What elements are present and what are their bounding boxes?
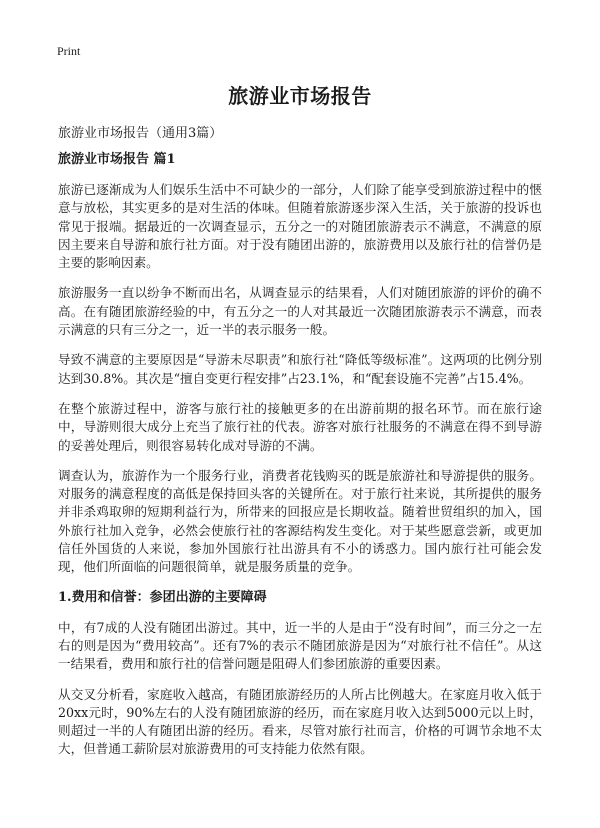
- section-title: 旅游业市场报告 篇1: [58, 152, 176, 167]
- paragraph: 调查认为，旅游作为一个服务行业，消费者花钱购买的既是旅游社和导游提供的服务。对服务的满意程度的高低是保持回头客的关键所在。对于旅行社来说，其所提供的服务并非杀鸡取卵的短期利益行为，所带来的回报应是长期收益。随着世贸组织的加入，国外旅行社加入竞争，必然会使旅行社的客源结构发生变化。对于某些愿意尝新，或更加信任外国货的人来说，参加外国旅行社出游具有不小的诱惑力。国内旅行社可能会发现，他们所面临的问题很简单，就是服务质量的竞争。: [58, 467, 542, 575]
- paragraph: 从交叉分析看，家庭收入越高，有随团旅游经历的人所占比例越大。在家庭月收入低于20xx元时，90%左右的人没有随团旅游的经历，而在家庭月收入达到5000元以上时，则超过一半的人有随团出游的经历。看来，尽管对旅行社而言，价格的可调节余地不太大，但普通工薪阶层对旅游费用的可支持能力依然有限。: [58, 686, 542, 757]
- subheading: 1.费用和信誉：参团出游的主要障碍: [58, 589, 267, 605]
- document-subtitle: 旅游业市场报告（通用3篇）: [58, 126, 223, 141]
- article-body: [58, 151, 542, 771]
- paragraph: 在整个旅游过程中，游客与旅行社的接触更多的在出游前期的报名环节。而在旅行途中，导游则很大成分上充当了旅行社的代表。游客对旅行社服务的不满意在得不到导游的妥善处理后，则很容易转化成对导游的不满。: [58, 400, 542, 453]
- paragraph: 旅游已逐渐成为人们娱乐生活中不可缺少的一部分，人们除了能享受到旅游过程中的惬意与放松，其实更多的是对生活的体味。但随着旅游逐步深入生活，关于旅游的投诉也常见于报端。据最近的一次调查显示，五分之一的对随团旅游表示不满意，不满意的原因主要来自导游和旅行社方面。对于没有随团出游的，旅游费用以及旅行社的信誉仍是主要的影响因素。: [58, 182, 542, 271]
- paragraph: 中，有7成的人没有随团出游过。其中，近一半的人是由于“没有时间”，而三分之一左右的则是因为“费用较高”。还有7%的表示不随团旅游是因为“对旅行社不信任”。从这一结果看，费用和旅行社的信誉问题是阻碍人们参团旅游的重要因素。: [58, 619, 542, 672]
- paragraph: 旅游服务一直以纷争不断而出名，从调查显示的结果看，人们对随团旅游的评价的确不高。在有随团旅游经验的中，有五分之一的人对其最近一次随团旅游表示不满意，而表示满意的只有三分之一，近一半的表示服务一般。: [58, 285, 542, 338]
- page-title: 旅游业市场报告: [228, 84, 372, 108]
- paragraph: 导致不满意的主要原因是“导游未尽职责”和旅行社“降低等级标准”。这两项的比例分别达到30.8%。其次是“擅自变更行程安排”占23.1%，和“配套设施不完善”占15.4%。: [58, 352, 542, 386]
- print-link[interactable]: Print: [57, 44, 81, 58]
